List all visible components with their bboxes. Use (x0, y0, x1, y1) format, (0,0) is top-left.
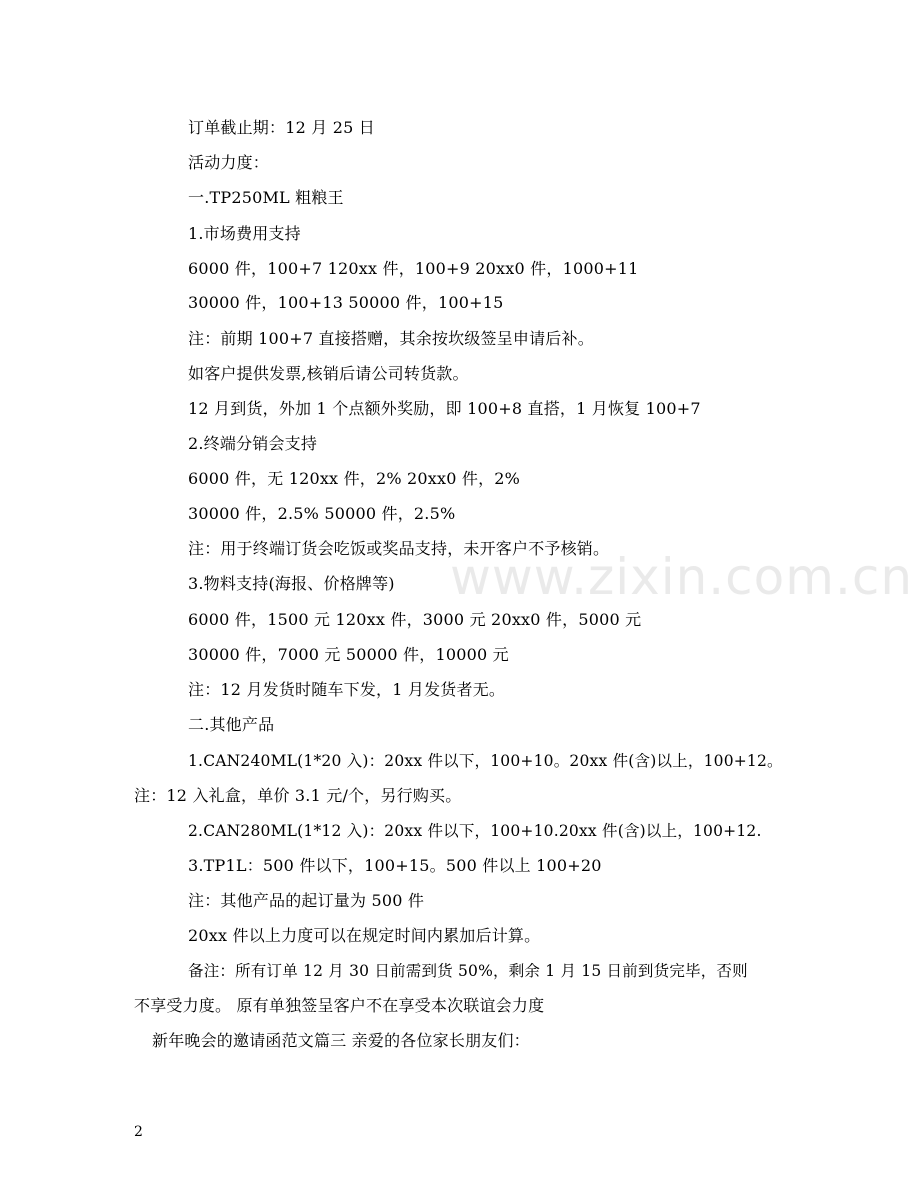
page-number: 2 (134, 1124, 143, 1140)
text-line: 备注：所有订单 12 月 30 日前需到货 50%，剩余 1 月 15 日前到货完毕，否则 (188, 962, 748, 980)
text-line: 30000 件，7000 元 50000 件，10000 元 (188, 645, 509, 664)
text-line: 30000 件，2.5% 50000 件，2.5% (188, 504, 456, 523)
text-line: 6000 件，1500 元 120xx 件，3000 元 20xx0 件，5000 元 (188, 610, 642, 629)
text-line: 6000 件，无 120xx 件，2% 20xx0 件，2% (188, 469, 521, 488)
text-line: 活动力度： (188, 153, 270, 172)
text-line: 30000 件，100+13 50000 件，100+15 (188, 293, 504, 312)
text-line: 新年晚会的邀请函范文篇三 亲爱的各位家长朋友们： (152, 1031, 530, 1050)
text-line: 1.CAN240ML(1*20 入)：20xx 件以下，100+10。20xx 件(含)以上，100+12。 (188, 752, 783, 770)
text-line: 一.TP250ML 粗粮王 (188, 188, 344, 207)
text-line: 注：其他产品的起订量为 500 件 (188, 891, 425, 910)
text-line: 2.终端分销会支持 (188, 434, 318, 453)
text-line: 2.CAN280ML(1*12 入)：20xx 件以下，100+10.20xx 件(含)以上，100+12. (188, 822, 762, 840)
text-line: 注：前期 100+7 直接搭赠，其余按坎级签呈申请后补。 (188, 329, 594, 348)
text-line: 3.TP1L：500 件以下，100+15。500 件以上 100+20 (188, 856, 602, 875)
text-line: 6000 件，100+7 120xx 件，100+9 20xx0 件，1000+11 (188, 259, 639, 278)
text-line: 3.物料支持(海报、价格牌等) (188, 574, 395, 593)
text-line: 1.市场费用支持 (188, 224, 301, 243)
watermark: www.zixin.com.cn (450, 548, 914, 606)
text-line: 12 月到货，外加 1 个点额外奖励，即 100+8 直搭，1 月恢复 100+7 (188, 399, 701, 418)
text-line: 如客户提供发票,核销后请公司转货款。 (188, 364, 469, 383)
text-line: 订单截止期：12 月 25 日 (188, 118, 375, 137)
text-line: 不享受力度。 原有单独签呈客户不在享受本次联谊会力度 (134, 996, 545, 1015)
text-line: 注：用于终端订货会吃饭或奖品支持，未开客户不予核销。 (188, 539, 610, 558)
text-line: 二.其他产品 (188, 715, 275, 734)
text-line: 20xx 件以上力度可以在规定时间内累加后计算。 (188, 926, 541, 945)
text-line: 注：12 入礼盒，单价 3.1 元/个，另行购买。 (134, 786, 462, 805)
text-line: 注：12 月发货时随车下发，1 月发货者无。 (188, 680, 506, 699)
